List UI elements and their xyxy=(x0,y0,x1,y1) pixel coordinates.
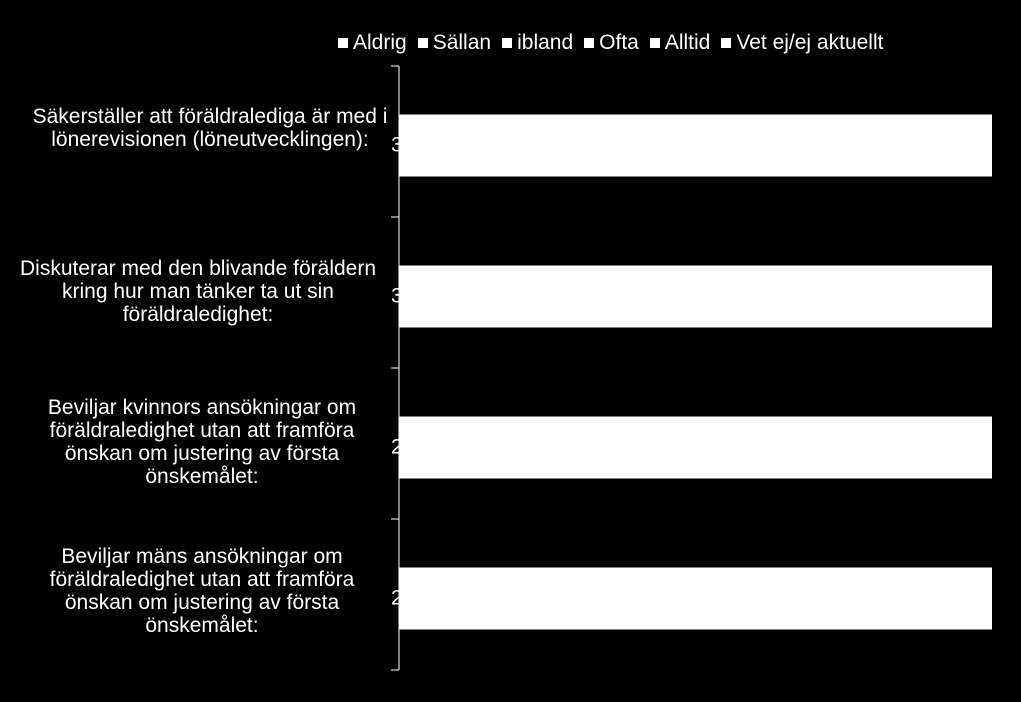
legend-item-aldrig xyxy=(338,31,407,55)
legend-label: Sällan xyxy=(432,31,492,54)
legend-swatch xyxy=(338,38,348,48)
legend-label: Alltid xyxy=(664,31,711,54)
legend-label: ibland xyxy=(517,31,574,54)
legend-swatch xyxy=(650,38,660,48)
legend-item-alltid xyxy=(650,31,711,55)
legend-label: Aldrig xyxy=(353,31,407,54)
legend-swatch xyxy=(502,38,512,48)
category-label: Säkerställer att föräldralediga är med i lönerevisionen (löneutvecklingen): xyxy=(32,105,388,151)
legend-label: Vet ej/ej aktuellt xyxy=(736,31,884,54)
bar xyxy=(399,266,992,328)
bar-data-label: 3 xyxy=(391,133,403,157)
bar xyxy=(399,568,992,630)
category-label: Beviljar mäns ansökningar om föräldraledighet utan att framföra önskan om justering av första önskemålet: xyxy=(49,545,355,637)
legend xyxy=(338,31,894,55)
legend-swatch xyxy=(418,38,428,48)
bar-data-label: 2 xyxy=(391,586,403,610)
category-label: Diskuterar med den blivande föräldern kring hur man tänker ta ut sin föräldraledighet: xyxy=(19,257,377,326)
bar-data-label: 3 xyxy=(391,284,403,308)
bar xyxy=(399,417,992,479)
legend-swatch xyxy=(584,38,594,48)
legend-item-ibland xyxy=(502,31,573,55)
legend-item-vet-ej xyxy=(721,31,883,55)
category-label: Beviljar kvinnors ansökningar om föräldraledighet utan att framföra önskan om justering av första önskemålet: xyxy=(47,396,357,488)
bar-data-label: 2 xyxy=(391,435,403,459)
legend-item-ofta xyxy=(584,31,639,55)
legend-swatch xyxy=(721,38,731,48)
bar xyxy=(399,115,992,177)
legend-label: Ofta xyxy=(599,31,639,54)
legend-item-sallan xyxy=(418,31,491,55)
